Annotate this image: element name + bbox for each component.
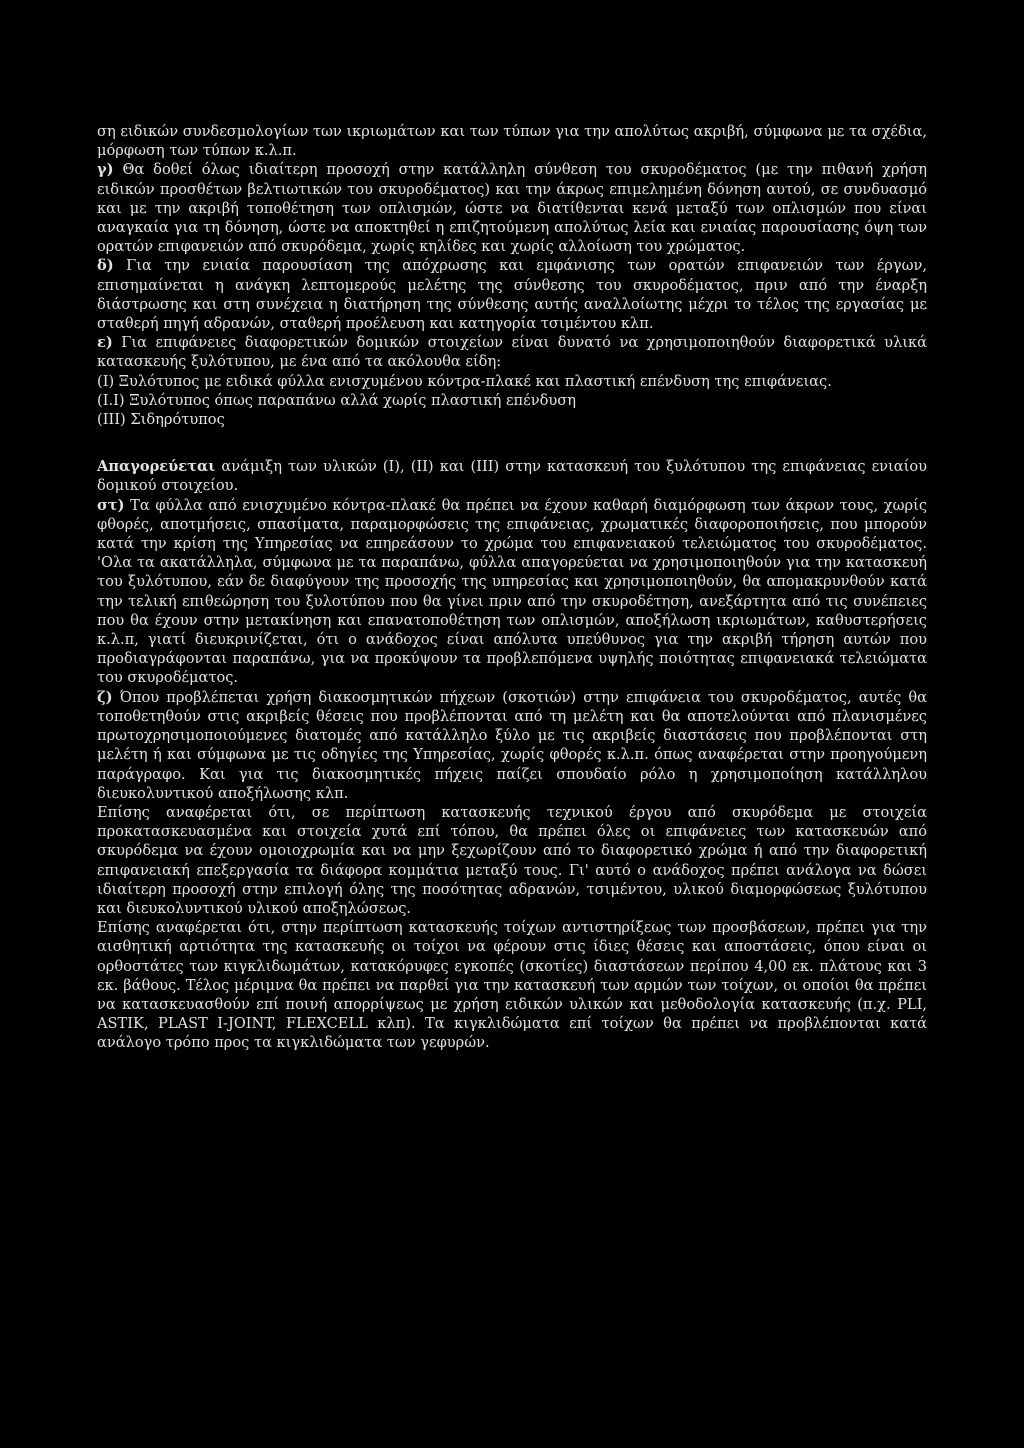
paragraph-note-1: Επίσης αναφέρεται ότι, σε περίπτωση κατασκευής τεχνικού έργου από σκυρόδεμα με στοιχεία προκατασκευασμένα και στοιχεία χυτά επί τόπου, θα πρέπει όλες οι επιφάνειες των κατασκευών από σκυρόδεμα να έχουν ομοιοχρωμία και να μην ξεχωρίζουν από το διαφορετικό χρώμα ή από την διαφορετική επιφανειακή επεξεργασία τα διάφορα κομμάτια μεταξύ τους. Γι' αυτό ο ανάδοχος πρέπει ανάλογα να δώσει ιδιαίτερη προσοχή στην επιλογή όλης της ποσότητας αδρανών, τσιμέντου, υλικού διαμορφώσεως ξυλότυπου και διευκολυντικού υλικού αποξηλώσεως. [97, 803, 927, 917]
paragraph-st-text: Τα φύλλα από ενισχυμένο κόντρα-πλακέ θα πρέπει να έχουν καθαρή διαμόρφωση των άκρων τους, χωρίς φθορές, αποτμήσεις, σπασίματα, παραμορφώσεις της επιφάνειας, χρωματικές διαφοροποιήσεις, που μπορούν κατά την κρίση της Υπηρεσίας να επηρεάσουν το χρώμα του επιφανειακού τελειώματος του σκυροδέματος. 'Ολα τα ακατάλληλα, σύμφωνα με τα παραπάνω, φύλλα απαγορεύεται να χρησιμοποιηθούν για την κατασκευή του ξυλότυπου, εάν δε διαφύγουν της προσοχής της υπηρεσίας και χρησιμοποιηθούν, θα απομακρυνθούν κατά την τελική επιθεώρηση του ξυλοτύπου που θα γίνει πριν από την σκυροδέτηση, ανεξάρτητα από τις συνέπειες που θα έχουν στην μετακίνηση και επανατοποθέτηση των οπλισμών, αποξήλωση ικριωμάτων, καθυστερήσεις κ.λ.π, γιατί διευκρινίζεται, ότι ο ανάδοχος είναι απόλυτα υπεύθυνος για την ακριβή τήρηση αυτών που προδιαγράφονται παραπάνω, για να προκύψουν τα προβλεπόμενα υψηλής ποιότητας επιφανειακά τελειώματα του σκυροδέματος. [97, 496, 927, 687]
paragraph-z-text: Όπου προβλέπεται χρήση διακοσμητικών πήχεων (σκοτιών) στην επιφάνεια του σκυροδέματος, αυτές θα τοποθετηθούν στις ακριβείς θέσεις που προβλέπονται από τη μελέτη και θα αποτελούνται από πλανισμένες πρωτοχρησιμοποιούμενες διατομές από κατάλληλο ξύλο με τις ακριβείς διαστάσεις που προβλέπονται στη μελέτη ή και σύμφωνα με τις οδηγίες της Υπηρεσίας, χωρίς φθορές κ.λ.π. όπως αναφέρεται στην προηγούμενη παράγραφο. Και για τις διακοσμητικές πήχεις παίζει σπουδαίο ρόλο η χρησιμοποίηση κατάλληλου διευκολυντικού αποξήλωσης κλπ. [97, 688, 927, 802]
paragraph-e-label: ε) [97, 334, 113, 352]
formwork-type-1: (Ι) Ξυλότυπος με ειδικά φύλλα ενισχυμένου κόντρα-πλακέ και πλαστική επένδυση της επιφάνειας. [97, 372, 832, 390]
paragraph-d [97, 256, 927, 333]
paragraph-g-label: γ) [97, 161, 114, 179]
paragraph-st-label: στ) [97, 496, 125, 514]
formwork-type-2: (Ι.Ι) Ξυλότυπος όπως παραπάνω αλλά χωρίς πλαστική επένδυση [97, 391, 576, 409]
paragraph-g [97, 160, 927, 256]
paragraph-e [97, 333, 927, 371]
paragraph-e-text: Για επιφάνειες διαφορετικών δομικών στοιχείων είναι δυνατό να χρησιμοποιηθούν διαφορετικά υλικά κατασκευής ξυλότυπου, με ένα από τα ακόλουθα είδη: [97, 334, 927, 371]
formwork-type-3: (ΙΙΙ) Σιδηρότυπος [97, 411, 225, 429]
prohibition-text: ανάμιξη των υλικών (Ι), (ΙΙ) και (ΙΙΙ) στην κατασκευή του ξυλότυπου της επιφάνειας ενιαίου δομικού στοιχείου. [97, 458, 927, 495]
paragraph-note-2: Επίσης αναφέρεται ότι, στην περίπτωση κατασκευής τοίχων αντιστηρίξεως των προσβάσεων, πρέπει για την αισθητική αρτιότητα της κατασκευής οι τοίχοι να φέρουν στις ίδιες θέσεις και αποστάσεις, όπου είναι οι ορθοστάτες των κιγκλιδωμάτων, κατακόρυφες εγκοπές (σκοτίες) διαστάσεων περίπου 4,00 εκ. πλάτους και 3 εκ. βάθους. Τέλος μέριμνα θα πρέπει να παρθεί για την κατασκευή των αρμών των τοίχων, οι οποίοι θα πρέπει να κατασκευασθούν επί ποινή απορρίψεως με χρήση ειδικών υλικών και μεθοδολογία κατασκευής (π.χ. PLI, ASTIK, PLAST I-JOINT, FLEXCELL κλπ). Τα κιγκλιδώματα επί τοίχων θα πρέπει να προβλέπονται κατά ανάλογο τρόπο προς τα κιγκλιδώματα των γεφυρών. [97, 919, 927, 1052]
paragraph-st [97, 496, 927, 688]
paragraph-intro: ση ειδικών συνδεσμολογίων των ικριωμάτων και των τύπων για την απολύτως ακριβή, σύμφωνα με τα σχέδια, μόρφωση των τύπων κ.λ.π. [97, 123, 927, 160]
paragraph-prohibition [97, 457, 927, 495]
paragraph-g-text: Θα δοθεί όλως ιδιαίτερη προσοχή στην κατάλληλη σύνθεση του σκυροδέματος (με την πιθανή χρήση ειδικών προσθέτων βελτιωτικών του σκυροδέματος) και την άκρως επιμελημένη δόνηση αυτού, σε συνδυασμό και με την ακριβή τοποθέτηση των οπλισμών, ώστε να διατίθενται κενά μεταξύ των οπλισμών που είναι αναγκαία για τη δόνηση, ώστε να αποκτηθεί η επιζητούμενη απολύτως λεία και ενιαίας παρουσίασης όψη των ορατών επιφανειών από σκυρόδεμα, χωρίς κηλίδες και χωρίς αλλοίωση του χρώματος. [97, 161, 927, 256]
paragraph-z [97, 688, 927, 803]
paragraph-spacer [97, 429, 927, 457]
prohibition-keyword: Απαγορεύεται [97, 458, 216, 476]
paragraph-d-label: δ) [97, 257, 114, 275]
paragraph-d-text: Για την ενιαία παρουσίαση της απόχρωσης και εμφάνισης των ορατών επιφανειών των έργων, επισημαίνεται η ανάγκη λεπτομερούς μελέτης της σύνθεσης του σκυροδέματος, πριν από την έναρξη διάστρωσης και στη συνέχεια η διατήρηση της σύνθεσης αυτής αναλλοίωτης μέχρι το τέλος της εργασίας με σταθερή πηγή αδρανών, σταθερή προέλευση και κατηγορία τσιμέντου κλπ. [97, 257, 927, 333]
document-page [97, 122, 927, 1053]
paragraph-z-label: ζ) [97, 688, 113, 706]
